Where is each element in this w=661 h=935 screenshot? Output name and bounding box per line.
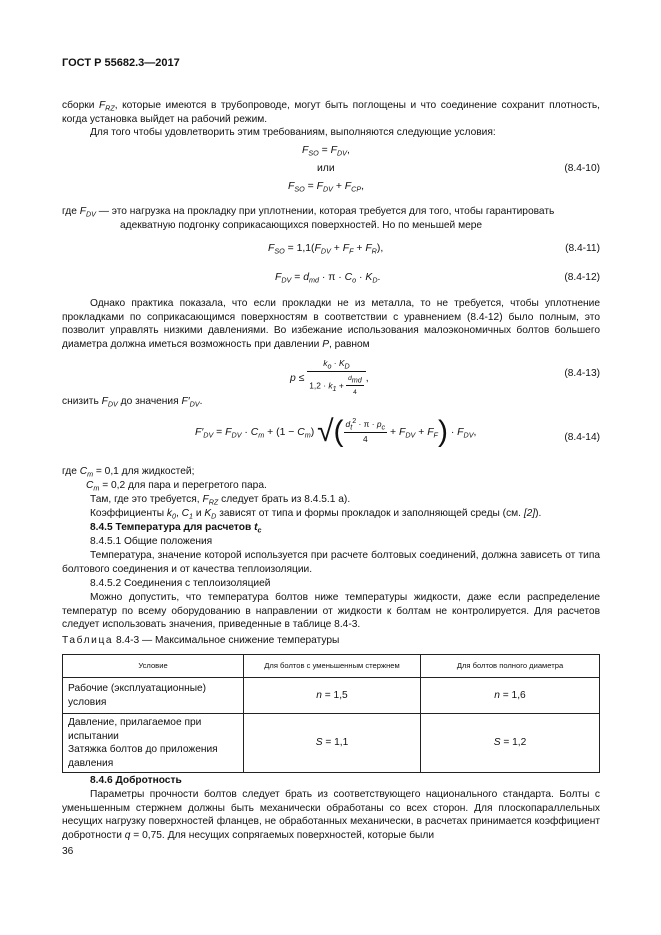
equation-label-8-4-12: (8.4-12): [564, 272, 600, 283]
table-cell: n = 1,6: [421, 678, 600, 714]
table-header-cell: Для болтов с уменьшенным стержнем: [244, 655, 421, 678]
section-8-4-5-1-heading: 8.4.5.1 Общие положения: [90, 536, 213, 547]
document-header: ГОСТ Р 55682.3—2017: [62, 57, 180, 69]
note-frz: Там, где это требуется, $F_{RZ}$ следует брать из 8.4.5.1 а).: [90, 494, 351, 507]
table-header-cell: Для болтов полного диаметра: [421, 655, 600, 678]
paragraph-insulation: Можно допустить, что температура болтов ниже температуры жидкости, даже если распределение температур по всему оборудованию в направлении от жидкости к болтам не контролируется. Для расчетов следует использовать значения, приведенные в таблице 8.4-3.: [62, 592, 600, 631]
equation-label-8-4-14: (8.4-14): [564, 432, 600, 443]
formula-8-4-10-line1: $F_{SO} = F_{DV}$,: [302, 145, 350, 158]
sqrt-sign: √: [317, 415, 334, 448]
paragraph-conditions: Для того чтобы удовлетворить этим требованиям, выполняются следующие условия:: [90, 127, 496, 138]
table-header-row: [63, 655, 600, 678]
table-caption: Таблица 8.4-3 — Максимальное снижение температуры: [62, 635, 340, 646]
table-cell: [63, 714, 244, 773]
reduce-line: снизить $F_{DV}$ до значения $F'_{DV}$.: [62, 396, 203, 409]
formula-8-4-14: $F'_{DV} = F_{DV} \cdot C_m + (1 - C_m)$ √( $\frac{dt2 \cdot \pi \cdot pc}{4}$ + $F_{DV} + F_F) \cdot F_{DV}$,: [195, 415, 477, 448]
where-cm-line2: $C_m = 0,2$ для пара и перегретого пара.: [86, 480, 267, 493]
table-cell: n = 1,5: [244, 678, 421, 714]
equation-label-8-4-11: (8.4-11): [565, 243, 600, 254]
page-number: 36: [62, 846, 74, 857]
paragraph-quality: Параметры прочности болтов следует брать из соответствующего национального стандарта. Болты с уменьшенным стержнем должны быть механически обработаны со всех сторон. Для плоскопараллельных несущих нагрузку поверхностей фланцев, не обработанных механически, в расчетах принимается коэффициент добротности q = 0,75. Для несущих сопрягаемых поверхностей, которые были: [62, 789, 600, 841]
formula-8-4-13: p ≤ ko · KD 1,2 · k1 + $\frac{\text{dmd}}{4}$ ,: [290, 357, 369, 400]
paragraph-assembly: сборки $F_{RZ}$, которые имеются в трубопроводе, могут быть поглощены и что соединение сохранит плотность, когда установка выйдет на рабочий режим.: [62, 100, 600, 125]
where-cm-line1: где $C_m = 0,1$ для жидкостей;: [62, 466, 195, 479]
table-header-cell: Условие: [63, 655, 244, 678]
where-fdv-line1: где $F_{DV}$ — это нагрузка на прокладку при уплотнении, которая требуется для того, чтобы гарантировать: [62, 206, 555, 219]
formula-8-4-10-line2: $F_{SO} = F_{DV} + F_{CP}$,: [288, 181, 365, 194]
table-cell: Рабочие (эксплуатационные) условия: [63, 678, 244, 714]
table-cell-line: Давление, прилагаемое при испытании: [68, 717, 202, 742]
section-8-4-5-2-heading: 8.4.5.2 Соединения с теплоизоляцией: [90, 578, 271, 589]
where-fdv-line2: адекватную подгонку соприкасающихся поверхностей. Но по меньшей мере: [120, 220, 483, 231]
temperature-reduction-table: [62, 654, 600, 773]
table-row: [63, 678, 600, 714]
table-cell: S = 1,1: [244, 714, 421, 773]
formula-8-4-12: $F_{DV} = d_{md} \cdot \pi \cdot C_o \cdot K_D$.: [275, 272, 381, 285]
fraction: $\frac{dt2 \cdot \pi \cdot pc}{4}$: [345, 415, 386, 444]
table-cell: S = 1,2: [421, 714, 600, 773]
section-8-4-5-heading: 8.4.5 Температура для расчетов $t_c$: [90, 522, 262, 535]
table-cell-line: Затяжка болтов до приложения давления: [68, 744, 218, 769]
section-8-4-6-heading: 8.4.6 Добротность: [90, 775, 182, 786]
equation-label-8-4-10: (8.4-10): [564, 163, 600, 174]
paragraph-temperature: Температура, значение которой используется при расчете болтовых соединений, должна зависеть от типа болтового соединения и от качества теплоизоляции.: [62, 550, 600, 575]
paragraph-practice: Однако практика показала, что если прокладки не из металла, то не требуется, чтобы уплотнение прокладками по соприкасающимся поверхностям в соответствии с уравнением (8.4-12) было полным, это позволит управлять низкими давлениями. Во избежание использования малоэкономичных болтов большего диаметра должна иметься возможность при давлении P, равном: [62, 298, 600, 350]
formula-8-4-11: $F_{SO} = 1,1(F_{DV} + F_F + F_R)$,: [268, 243, 384, 256]
table-row: [63, 714, 600, 773]
fraction: ko · KD 1,2 · k1 + $\frac{\text{dmd}}{4}$: [307, 357, 366, 400]
equation-label-8-4-13: (8.4-13): [564, 368, 600, 379]
note-coefficients: Коэффициенты $k_0$, $C_1$ и $K_D$ зависят от типа и формы прокладок и заполняющей среды (см. [2]).: [90, 508, 542, 521]
formula-or: или: [317, 163, 335, 174]
